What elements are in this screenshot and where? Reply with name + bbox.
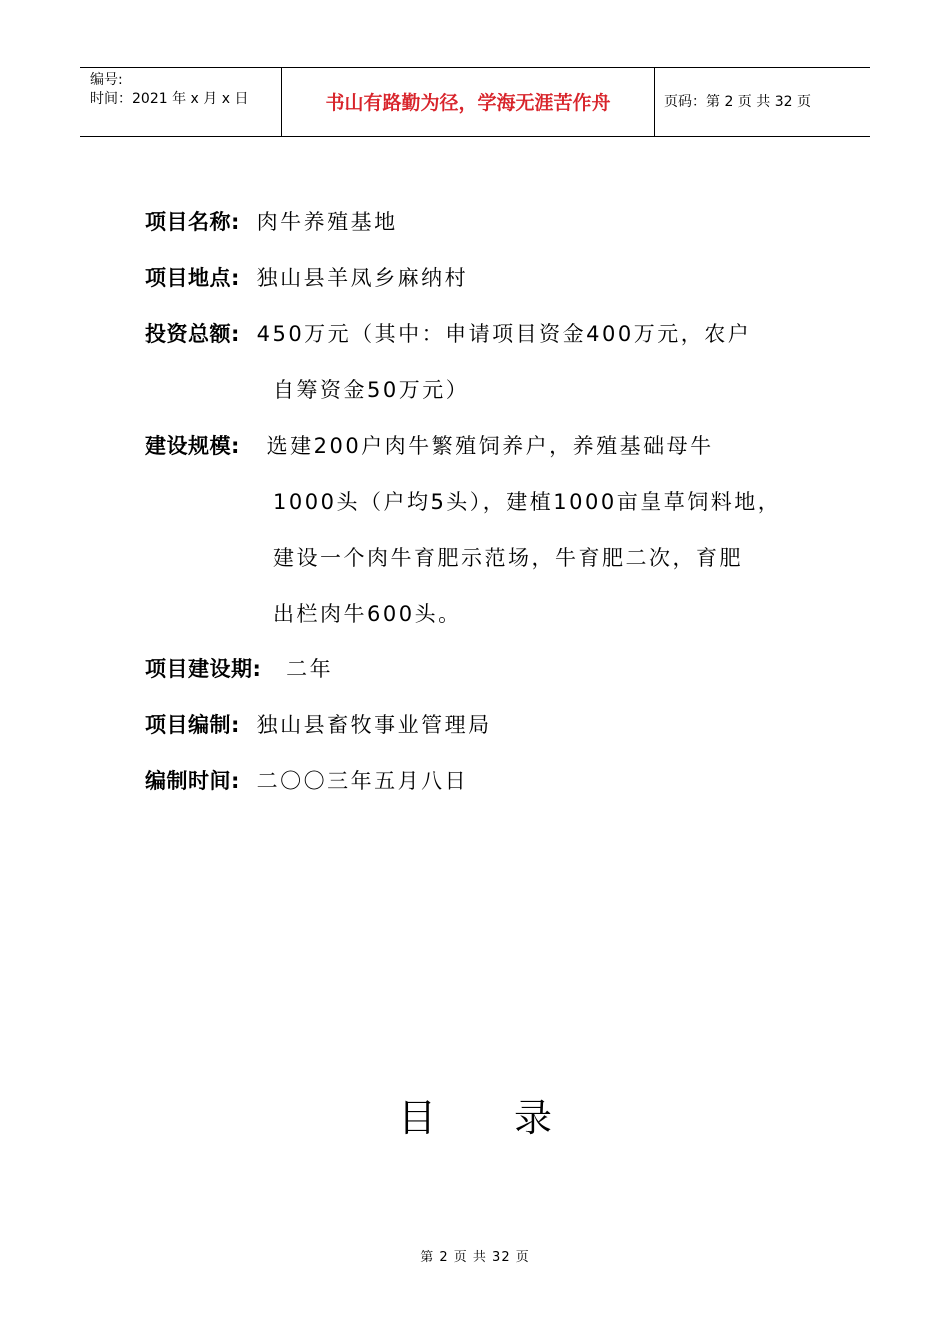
project-location-label: 项目地点: bbox=[145, 266, 240, 290]
toc-heading-char-2: 录 bbox=[514, 1096, 553, 1140]
scale-row bbox=[145, 432, 714, 460]
page-header bbox=[80, 67, 870, 137]
page-footer: 第 2 页 共 32 页 bbox=[420, 1250, 530, 1265]
header-left-cell bbox=[80, 68, 280, 136]
date-label: 编制时间: bbox=[145, 769, 240, 793]
scale-line-4: 出栏肉牛600头。 bbox=[273, 602, 462, 626]
compiler-label: 项目编制: bbox=[145, 713, 240, 737]
project-location-row bbox=[145, 264, 468, 292]
scale-line-1: 选建200户肉牛繁殖饲养户，养殖基础母牛 bbox=[266, 434, 714, 458]
project-location-value: 独山县羊凤乡麻纳村 bbox=[256, 266, 469, 290]
date-row bbox=[145, 767, 468, 795]
investment-row bbox=[145, 320, 751, 348]
toc-heading bbox=[0, 1094, 950, 1142]
period-row bbox=[145, 655, 333, 683]
investment-label: 投资总额: bbox=[145, 322, 240, 346]
project-name-row bbox=[145, 208, 398, 236]
header-right-cell bbox=[654, 68, 870, 136]
scale-line-2: 1000头（户均5头），建植1000亩皇草饲料地， bbox=[273, 490, 782, 514]
investment-line-1: 450万元（其中：申请项目资金400万元，农户 bbox=[256, 322, 752, 346]
investment-line-2: 自筹资金50万元） bbox=[273, 378, 470, 402]
compiler-value: 独山县畜牧事业管理局 bbox=[256, 713, 492, 737]
project-name-label: 项目名称: bbox=[145, 210, 240, 234]
period-value: 二年 bbox=[286, 657, 334, 681]
date-value: 二〇〇三年五月八日 bbox=[256, 769, 469, 793]
project-name-value: 肉牛养殖基地 bbox=[256, 210, 398, 234]
scale-line-3: 建设一个肉牛育肥示范场，牛育肥二次，育肥 bbox=[273, 546, 743, 570]
period-label: 项目建设期: bbox=[145, 657, 262, 681]
header-page-info: 页码：第 2 页 共 32 页 bbox=[664, 94, 811, 110]
compiler-row bbox=[145, 711, 492, 739]
scale-label: 建设规模: bbox=[145, 434, 240, 458]
serial-label: 编号: bbox=[90, 72, 123, 88]
time-label: 时间：2021 年 x 月 x 日 bbox=[90, 91, 249, 107]
toc-heading-char-1: 目 bbox=[397, 1096, 436, 1140]
header-motto-cell bbox=[281, 68, 655, 136]
header-motto: 书山有路勤为径，学海无涯苦作舟 bbox=[325, 92, 611, 114]
